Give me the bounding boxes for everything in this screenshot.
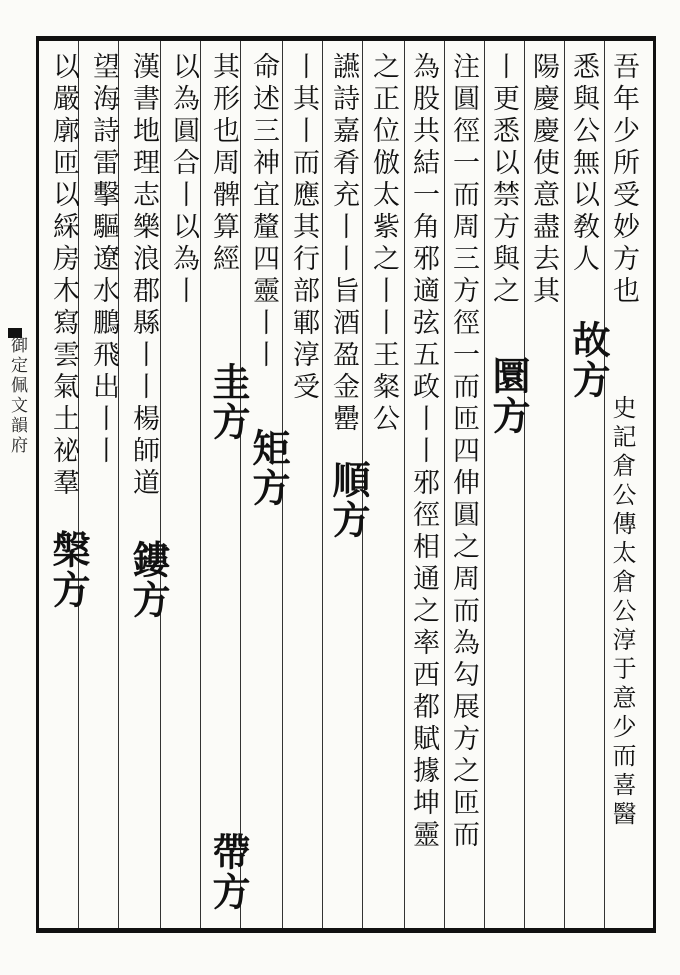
left-border (36, 36, 39, 933)
headword: 矩方 (246, 428, 291, 508)
bottom-border (36, 928, 656, 933)
column-divider (160, 41, 161, 928)
column-divider (524, 41, 525, 928)
column-divider (322, 41, 323, 928)
page-gutter (0, 36, 36, 933)
headword: 圜方 (486, 356, 531, 436)
text-column: 吾年少所受妙方也 (608, 52, 639, 308)
text-column: 為股共結一角邪適弦五政丨丨邪徑相通之率西都賦據坤靈 (408, 52, 439, 852)
text-column: 注圓徑一而周三方徑一而匝四伸圓之周而為勾展方之匝而 (448, 52, 479, 852)
gutter-title: 御定佩文韻府 (7, 336, 27, 456)
column-divider (444, 41, 445, 928)
headword: 槃方 (46, 530, 91, 610)
text-column: 悉與公無以敎人 (568, 52, 599, 276)
text-column: 陽慶慶使意盡去其 (528, 52, 559, 308)
annotation: 史記倉公傳太倉公淳于意少而喜醫 (608, 395, 636, 830)
text-column: 命述三神宜釐四靈丨丨 (248, 52, 279, 372)
headword: 帶方 (206, 832, 251, 912)
top-border (36, 36, 656, 41)
text-column: 其形也周髀算經 (208, 52, 239, 276)
text-column: 讌詩嘉肴充丨丨旨酒盈金罍 (328, 52, 359, 436)
headword: 順方 (326, 460, 371, 540)
text-column: 漢書地理志樂浪郡縣丨丨楊師道 (128, 52, 159, 500)
column-divider (404, 41, 405, 928)
column-divider (484, 41, 485, 928)
headword: 故方 (566, 320, 611, 400)
headword: 圭方 (206, 362, 251, 442)
text-column: 以為圓合丨以為丨 (168, 52, 199, 308)
column-divider (604, 41, 605, 928)
text-column: 丨其丨而應其行部鄆淳受 (288, 52, 319, 404)
right-border (653, 36, 656, 933)
text-column: 之正位倣太紫之丨丨王粲公 (368, 52, 399, 436)
headword: 鏤方 (126, 540, 171, 620)
text-column: 以嚴廓匝以綵房木寫雲氣土祕羣 (48, 52, 79, 500)
column-divider (200, 41, 201, 928)
text-column: 丨更悉以禁方與之 (488, 52, 519, 308)
text-column: 望海詩雷擊驅遼水鵬飛出丨丨 (88, 52, 119, 468)
column-divider (240, 41, 241, 928)
column-divider (564, 41, 565, 928)
